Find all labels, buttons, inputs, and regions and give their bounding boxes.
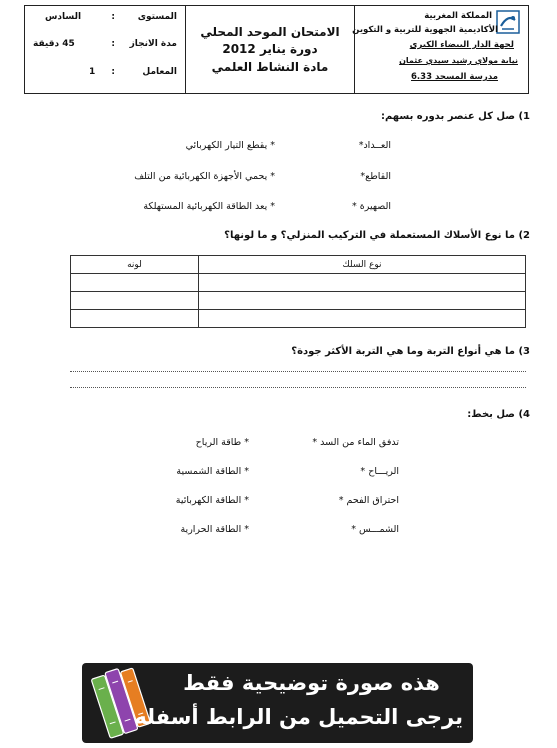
school-label: مدرسة المسجد 6.33	[411, 72, 498, 82]
header-institution	[352, 6, 528, 93]
q4-left-item-4: الشمـــس *	[351, 524, 399, 535]
duration-row	[33, 39, 177, 53]
col-wire-type-header: نوع السلك	[198, 256, 525, 274]
q4-left-item-2: الريـــاح *	[360, 466, 399, 477]
q4-right-item-1: * طاقة الرياح	[195, 437, 249, 448]
q1-right-item-1: * يقطع التيار الكهربائي	[185, 140, 275, 151]
coef-colon: :	[111, 67, 115, 77]
col-wire-color-header: لونه	[71, 256, 199, 274]
question-2-title: 2) ما نوع الأسلاك المستعملة في التركيب المنزلي؟ و ما لونها؟	[224, 230, 530, 241]
coef-row	[33, 67, 177, 81]
q1-left-item-1: العــداد*	[358, 140, 391, 151]
level-colon: :	[111, 12, 115, 22]
level-value: السادس	[45, 12, 82, 22]
q1-left-item-3: الصهيرة *	[351, 201, 391, 212]
download-banner[interactable]	[82, 663, 473, 743]
coef-label: المعامل	[142, 67, 177, 77]
region-label: لجهة الدار البيضاء الكبرى	[409, 40, 514, 50]
duration-colon: :	[111, 39, 115, 49]
table-row	[71, 274, 526, 292]
level-row	[33, 12, 177, 26]
ministry-logo-icon	[496, 10, 520, 34]
exam-subject: مادة النشاط العلمي	[211, 60, 329, 74]
q4-right-item-2: * الطاقة الشمسية	[176, 466, 249, 477]
table-cell[interactable]	[71, 274, 199, 292]
exam-title: الامتحان الموحد المحلي	[200, 25, 340, 39]
banner-line-2: يرجى التحميل من الرابط أسفله	[134, 705, 463, 729]
question-1-title: 1) صل كل عنصر بدوره بسهم:	[380, 111, 530, 122]
table-header-row	[71, 256, 526, 274]
duration-label: مدة الانجاز	[129, 39, 177, 49]
table-cell[interactable]	[198, 274, 525, 292]
header-meta	[25, 6, 185, 93]
level-label: المستوى	[137, 12, 177, 22]
table-row	[71, 292, 526, 310]
duration-value: 45 دقيقة	[33, 39, 75, 49]
answer-line-2[interactable]	[70, 387, 526, 388]
table-cell[interactable]	[71, 292, 199, 310]
table-row	[71, 310, 526, 328]
header-exam-info	[185, 6, 355, 93]
question-4-title: 4) صل بخط:	[467, 409, 530, 420]
exam-header	[24, 5, 529, 94]
answer-line-1[interactable]	[70, 371, 526, 372]
table-cell[interactable]	[71, 310, 199, 328]
directorate-label: نيابة مولاي رشيد سيدي عثمان	[399, 56, 518, 65]
q4-right-item-3: * الطاقة الكهربائية	[175, 495, 249, 506]
wires-table	[70, 255, 526, 328]
banner-line-1: هذه صورة توضيحية فقط	[183, 671, 440, 695]
coef-value: 1	[89, 67, 96, 77]
q1-right-item-3: * يعد الطاقة الكهربائية المستهلكة	[143, 201, 275, 212]
q1-left-item-2: القاطع*	[360, 171, 391, 182]
q4-left-item-1: تدفق الماء من السد *	[312, 437, 399, 448]
books-icon	[86, 663, 158, 743]
academy-label: الأكاديمية الجهوية للتربية و التكوين	[352, 25, 498, 35]
question-3-title: 3) ما هي أنواع التربة وما هي التربة الأكثر جودة؟	[291, 346, 530, 357]
q4-left-item-3: احتراق الفحم *	[338, 495, 399, 506]
exam-session: دورة يناير 2012	[222, 42, 318, 56]
kingdom-label: المملكة المغربية	[424, 11, 492, 21]
q1-right-item-2: * يحمي الأجهزة الكهربائية من التلف	[134, 171, 275, 182]
table-cell[interactable]	[198, 310, 525, 328]
table-cell[interactable]	[198, 292, 525, 310]
q4-right-item-4: * الطاقة الحرارية	[180, 524, 249, 535]
